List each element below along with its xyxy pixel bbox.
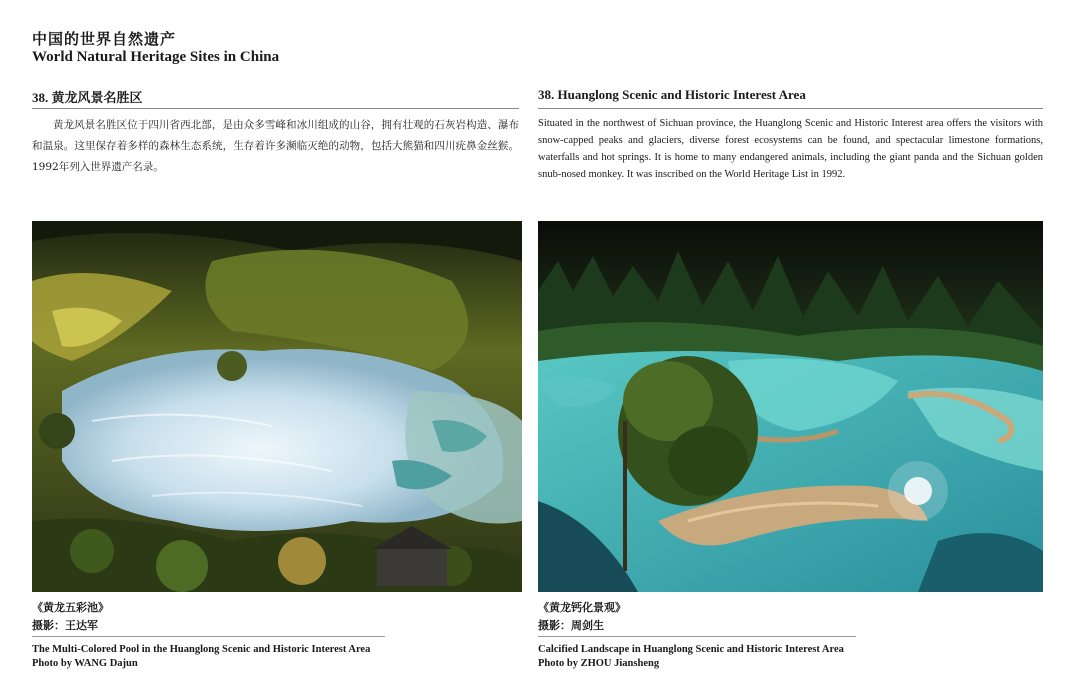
section-divider-zh: [32, 108, 519, 109]
caption-divider-right: [538, 636, 856, 637]
photo-credit-en-right: Photo by ZHOU Jiansheng: [538, 658, 660, 669]
section-divider-en: [538, 108, 1043, 109]
section-title-en: 38. Huanglong Scenic and Historic Interest Area: [538, 87, 806, 102]
photo-caption-en-left: The Multi-Colored Pool in the Huanglong Scenic and Historic Interest Area: [32, 644, 371, 655]
photo-multicolored-pool: [32, 221, 522, 592]
photo-credit-en-left: Photo by WANG Dajun: [32, 658, 138, 669]
photo-caption-zh-left: 《黄龙五彩池》: [32, 601, 109, 614]
photo-credit-zh-left: 摄影：王达军: [32, 619, 98, 632]
photo-caption-zh-right: 《黄龙钙化景观》: [538, 601, 626, 614]
page-header-zh: 中国的世界自然遗产: [32, 30, 177, 48]
photo-caption-en-right: Calcified Landscape in Huanglong Scenic and Historic Interest Area: [538, 644, 844, 655]
photo-calcified-landscape: [538, 221, 1043, 592]
photo-credit-zh-right: 摄影：周剑生: [538, 619, 604, 632]
section-body-en: Situated in the northwest of Sichuan province, the Huanglong Scenic and Historic Interest area offers the visitors with snow-capped peaks and glaciers, diverse forest ecosystems can be found, and spectacular limestone formations, waterfalls and hot springs. It is home to many endangered animals, including the giant panda and the Sichuan golden snub-nosed monkey. It was inscribed on the World Heritage List in 1992.: [538, 118, 1043, 180]
page-header-en: World Natural Heritage Sites in China: [32, 49, 280, 65]
caption-divider-left: [32, 636, 385, 637]
section-body-zh: 黄龙风景名胜区位于四川省西北部，是由众多雪峰和冰川组成的山谷，拥有壮观的石灰岩构造、瀑布和温泉。这里保存着多样的森林生态系统，生存着许多濒临灭绝的动物，包括大熊猫和四川疣鼻金丝猴。1992年列入世界遗产名录。: [32, 119, 519, 173]
section-title-zh: 38. 黄龙风景名胜区: [32, 90, 143, 105]
